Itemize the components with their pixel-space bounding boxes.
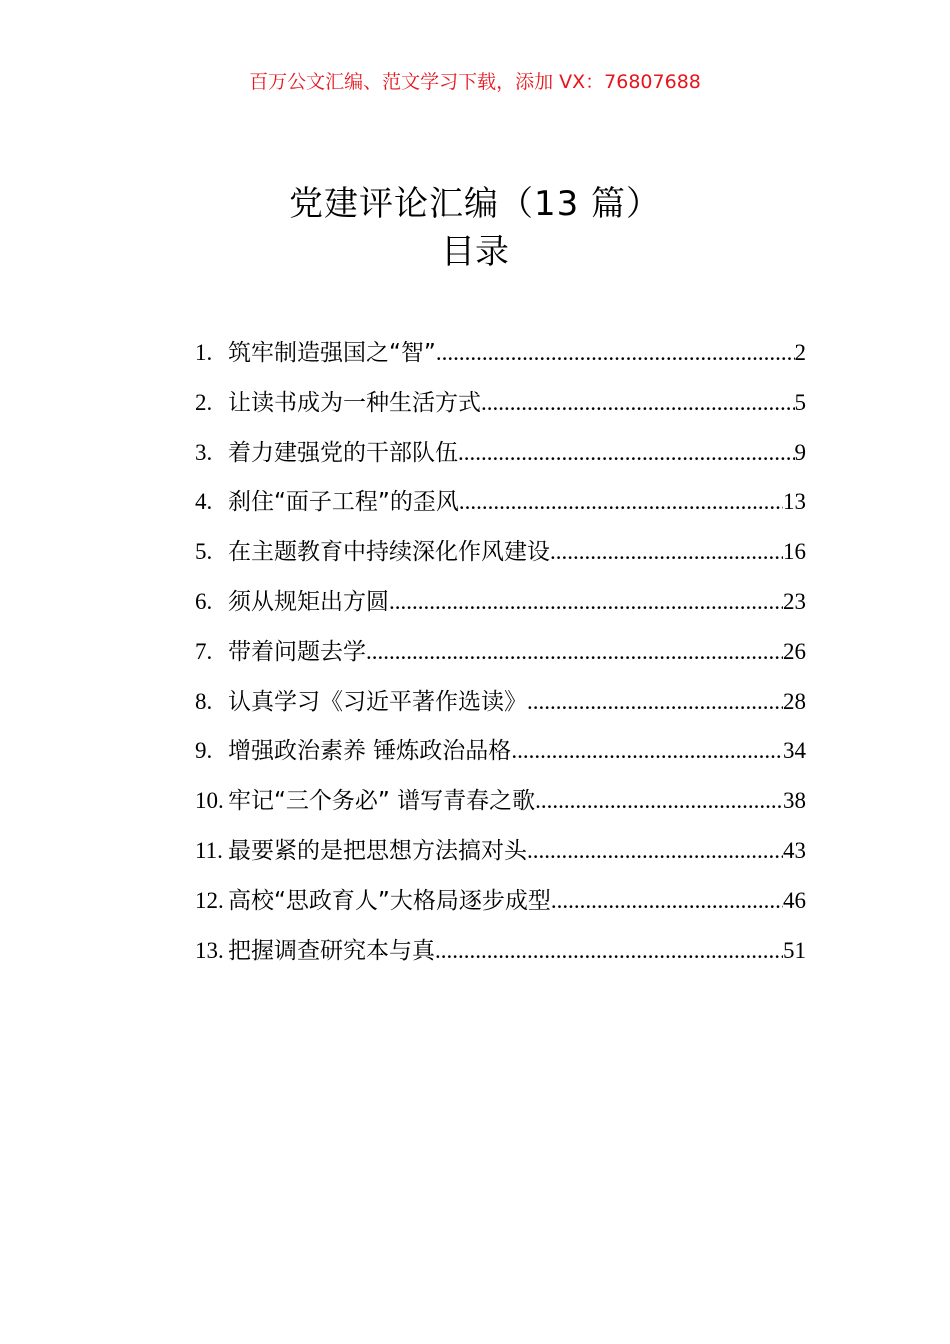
toc-dot-leader bbox=[527, 683, 783, 721]
toc-dot-leader bbox=[389, 583, 783, 621]
toc-entry-number: 13. bbox=[195, 937, 224, 963]
toc-entry[interactable] bbox=[195, 932, 806, 982]
toc-entry-title: 筑牢制造强国之“智” bbox=[228, 340, 436, 366]
toc-dot-leader bbox=[550, 533, 783, 571]
toc-entry[interactable] bbox=[195, 533, 806, 583]
toc-entry[interactable] bbox=[195, 732, 806, 782]
toc-entry-number: 12. bbox=[195, 887, 224, 913]
toc-entry-number: 1. bbox=[195, 340, 213, 365]
header-watermark-note: 百万公文汇编、范文学习下载，添加 VX：76807688 bbox=[249, 71, 701, 93]
toc-entry[interactable] bbox=[195, 832, 806, 882]
toc-dot-leader bbox=[535, 782, 783, 820]
document-title: 党建评论汇编（13 篇） bbox=[288, 184, 662, 224]
toc-entry-title: 着力建强党的干部队伍 bbox=[228, 439, 458, 466]
toc-entry-title: 把握调查研究本与真 bbox=[228, 937, 435, 964]
toc-entry-page: 5 bbox=[794, 389, 806, 415]
toc-dot-leader bbox=[435, 932, 783, 970]
toc-entry[interactable] bbox=[195, 683, 806, 733]
toc-entry-title: 刹住“面子工程”的歪风 bbox=[228, 489, 459, 516]
toc-entry-number: 8. bbox=[195, 688, 213, 714]
toc-entry-page: 51 bbox=[783, 937, 806, 963]
toc-entry[interactable] bbox=[195, 633, 806, 683]
toc-entry-title: 增强政治素养 锤炼政治品格 bbox=[228, 738, 512, 765]
toc-entry-page: 34 bbox=[783, 738, 806, 764]
toc-entry-number: 9. bbox=[195, 738, 213, 764]
toc-entry-title: 高校“思政育人”大格局逐步成型 bbox=[228, 887, 551, 914]
toc-entry-number: 5. bbox=[195, 539, 213, 565]
toc-dot-leader bbox=[459, 483, 783, 521]
toc-entry[interactable] bbox=[195, 434, 806, 484]
toc-entry-number: 2. bbox=[195, 389, 213, 415]
toc-entry-title: 认真学习《习近平著作选读》 bbox=[228, 688, 527, 715]
toc-entry[interactable] bbox=[195, 334, 806, 384]
toc-dot-leader bbox=[527, 832, 783, 870]
toc-entry-page: 13 bbox=[783, 489, 806, 515]
toc-entry-page: 2 bbox=[794, 340, 806, 365]
toc-entry-title: 须从规矩出方圆 bbox=[228, 588, 389, 615]
toc-entry-page: 46 bbox=[783, 887, 806, 913]
toc-entry-title: 最要紧的是把思想方法搞对头 bbox=[228, 837, 527, 864]
toc-dot-leader bbox=[481, 384, 795, 422]
toc-entry-title: 带着问题去学 bbox=[228, 638, 366, 665]
table-of-contents bbox=[195, 334, 806, 981]
toc-entry[interactable] bbox=[195, 483, 806, 533]
toc-entry-number: 3. bbox=[195, 439, 213, 465]
toc-entry-number: 4. bbox=[195, 489, 213, 515]
toc-entry-page: 26 bbox=[783, 638, 806, 664]
toc-entry-page: 23 bbox=[783, 588, 806, 614]
toc-dot-leader bbox=[366, 633, 783, 671]
toc-entry-page: 9 bbox=[794, 439, 806, 465]
toc-entry-page: 38 bbox=[783, 788, 806, 814]
toc-entry-title: 牢记“三个务必” 谱写青春之歌 bbox=[228, 788, 536, 815]
toc-dot-leader bbox=[436, 334, 795, 372]
toc-entry-number: 11. bbox=[195, 837, 223, 863]
toc-entry-number: 6. bbox=[195, 588, 213, 614]
toc-entry[interactable] bbox=[195, 882, 806, 932]
toc-dot-leader bbox=[458, 434, 795, 472]
toc-entry-page: 16 bbox=[783, 539, 806, 565]
toc-entry[interactable] bbox=[195, 384, 806, 434]
toc-dot-leader bbox=[551, 882, 783, 920]
toc-entry-page: 28 bbox=[783, 688, 806, 714]
toc-entry-title: 在主题教育中持续深化作风建设 bbox=[228, 539, 550, 566]
toc-entry[interactable] bbox=[195, 583, 806, 633]
toc-entry-number: 7. bbox=[195, 638, 213, 664]
toc-entry-number: 10. bbox=[195, 788, 224, 814]
table-of-contents-heading: 目录 bbox=[441, 232, 509, 272]
toc-entry-title: 让读书成为一种生活方式 bbox=[228, 389, 481, 416]
toc-entry[interactable] bbox=[195, 782, 806, 832]
toc-entry-page: 43 bbox=[783, 837, 806, 863]
toc-dot-leader bbox=[511, 732, 783, 770]
